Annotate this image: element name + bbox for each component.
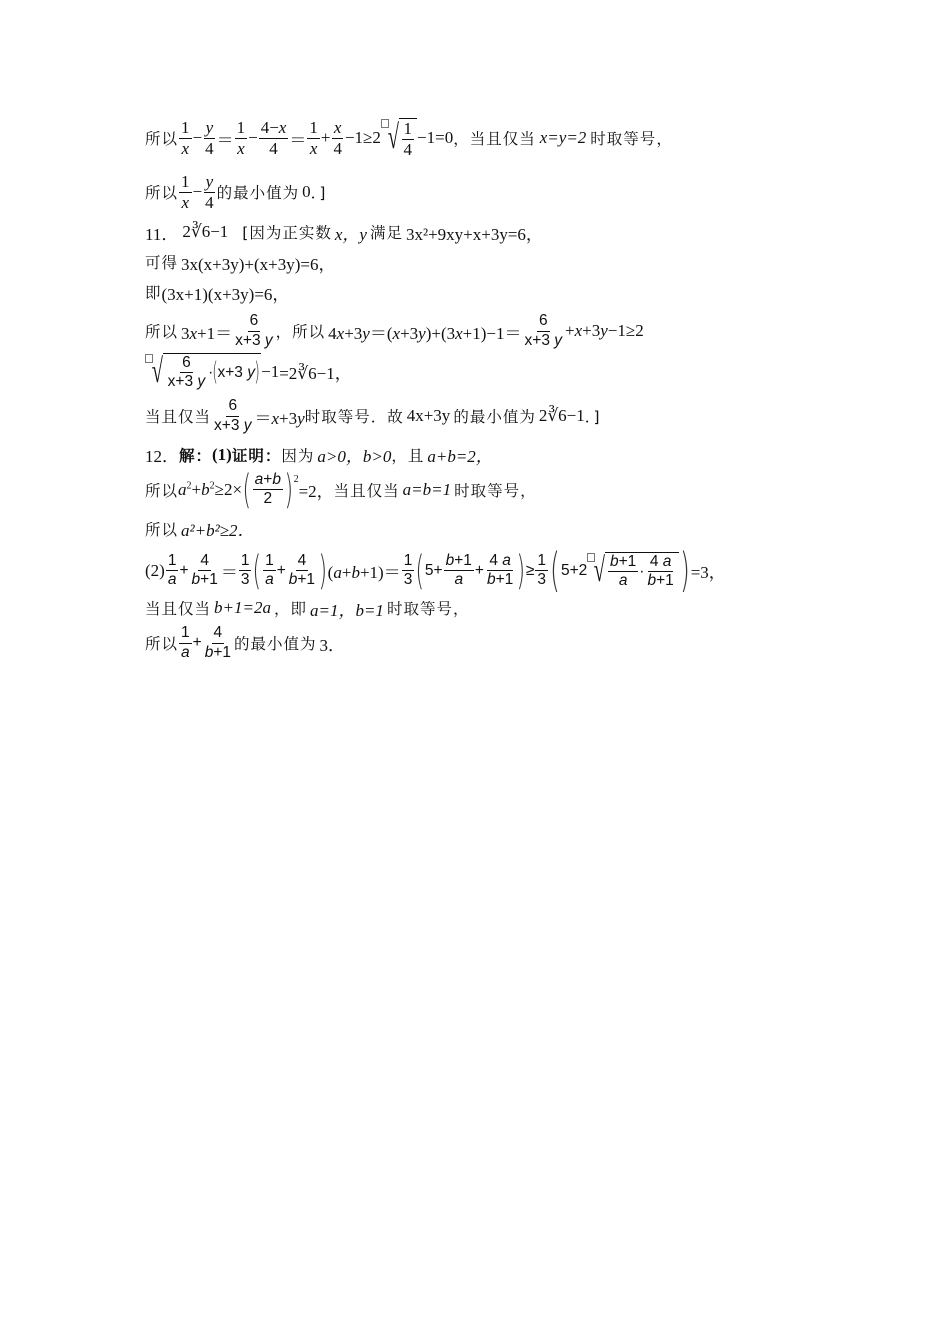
fraction: $\frac{a+b}{2}$ [254,471,281,508]
p12-eq2b: a=1，b=1 [309,600,384,620]
p12-line-3 [145,516,835,542]
p12-line-5 [145,595,835,621]
text-suoyi-comma: ，所以 [275,323,326,342]
fraction: $\frac{4-x}{4}$ [260,118,287,158]
p12-line-4: (2) $\frac{1}{a}$ + $\frac{4}{b+1}$ ＝ $\frac{1}{3}$ ( $\frac{1}{a}$ + $\frac{4}{b+1}$ ) (a+b+1)＝ $\frac{1}{3}$ ( 5+ $\frac{b+1}{a}$ + $\frac{4 a}{b+1}$ ) ≥ $\frac{1}{3}$ ( 5+2 √ $\frac{b+1}{a}$ · $\frac{4 a}{b+1}$ ) =3， [145,542,726,597]
p12-result: =3， [690,563,726,583]
fraction: $\frac{y}{4}$ [205,171,214,212]
text-suoyi: 所以 [145,323,179,342]
p12-line-6: 所以 $\frac{1}{a}$ + $\frac{4}{b+1}$ 的最小值为 3． [145,624,346,661]
fraction: $\frac{b+1}{a}$ [445,551,472,589]
text-shi-qu-deng-hao: 时取等号 [590,130,657,149]
text-bracket-close: ．] [584,408,601,427]
p11-line-1 [145,219,835,245]
text-min-value-label: 的最小值为 [234,635,317,654]
text-shi-qu-deng-hao: 时取等号． [304,408,388,427]
fraction: $\frac{1}{x}$ [236,118,246,158]
p11-vars: x，y [334,224,367,244]
p12-eq2a: b+1=2a [214,598,271,618]
text-gu: 故 [387,408,404,427]
text-min-value-label: 的最小值为 [453,408,536,427]
radical: √ $\frac{1}{4}$ [381,118,417,159]
p10-eq-condition: x=y=2 [539,128,587,148]
fraction: $\frac{1}{a}$ [265,551,274,589]
text-shi-qu-deng-hao: 时取等号 [454,481,521,500]
p12-conclusion1: a²+b²≥2． [181,521,255,541]
fraction: $\frac{1}{x}$ [309,118,318,158]
text-suoyi: 所以 [145,184,179,203]
fraction: $\frac{4 a}{b+1}$ [486,551,514,589]
p11-intro: [因为正实数 [242,224,332,243]
p11-given: 3x²+9xy+x+3y=6， [405,224,543,244]
fraction: $\frac{4}{b+1}$ [204,624,232,661]
text-ji: 即 [145,284,162,303]
p11-line-3 [145,279,835,305]
text-ke-de: 可得 [145,254,179,273]
p12-part1-label: (1) [212,444,232,464]
p11-line-6: 当且仅当 $\frac{6}{x+3 y}$ ＝x+3y 时取等号． 故 4x+3y 的最小值为 2∛6−1 ．] [145,397,601,434]
fraction: $\frac{x}{4}$ [333,118,342,158]
fraction: $\frac{1}{3}$ [537,551,547,589]
text-suoyi: 所以 [145,520,179,539]
text-yin-wei: 因为 [281,446,315,465]
text-shi-qu-deng-hao: 时取等号 [386,600,453,619]
p11-min-value: 2∛6−1 [538,406,585,426]
text-min-value-label: 的最小值为 [216,184,300,203]
fraction: $\frac{4}{b+1}$ [288,551,316,589]
fraction: $\frac{1}{a}$ [167,551,177,589]
p12-min-value: 3． [319,635,346,655]
p11-line-4: 所以 3x+1＝ $\frac{6}{x+3 y}$ ，所以 4x+3y＝(x+3y)+(3x+1)−1＝ $\frac{6}{x+3 y}$ +x+3y−1≥2 [145,312,644,349]
p11-answer: 2∛6−1 [182,222,229,242]
p10-line-2: 所以 $\frac{1}{x}$ − $\frac{y}{4}$ 的最小值为 0 ．] [145,171,327,212]
solution-page [145,118,835,661]
text-dang-qie-jin-dang: 当且仅当 [145,600,212,619]
p12-part2-label: (2) [145,560,165,580]
p11-line-5: √ $\frac{6}{x+3 y}$ · ( x+3 y ) −1 =2∛6−1， [145,353,835,391]
radical: √ $\frac{6}{x+3 y}$ · ( x+3 y ) [145,353,261,391]
p11-satisfy: 满足 [369,224,403,243]
text-comma: ， [656,130,673,149]
text-dang-qie-jin-dang: 当且仅当 [333,481,400,500]
p11-step2: (3x+1)(x+3y)=6， [161,284,290,304]
fraction: $\frac{6}{x+3 y}$ [524,312,562,349]
p12-number: 12． [145,447,179,467]
text-bracket-close: ．] [310,184,327,203]
text-suoyi: 所以 [145,481,179,500]
p10-min-value: 0 [302,182,311,202]
fraction: $\frac{y}{4}$ [205,118,214,158]
fraction: $\frac{4}{b+1}$ [191,551,218,589]
text-dang-qie-jin-dang: 当且仅当 [145,408,212,427]
fraction: $\frac{1}{3}$ [240,551,250,589]
text-comma: ， [520,481,537,500]
p12-a-cond: a>0，b>0 [317,447,392,467]
fraction: $\frac{1}{x}$ [181,118,190,158]
p12-line2-end: =2， [298,482,334,502]
p12-sum-cond: a+b=2， [427,447,493,467]
p12-line-2: 所以 $a^2+b^2\ge 2\times$ ( $\frac{a+b}{2}$ ) $^2$ =2， 当且仅当 a=b=1 时取等号 ， [145,466,537,513]
text-suoyi: 所以 [145,635,179,654]
p10-line-1: 所以 $\frac{1}{x}$ − $\frac{y}{4}$ ＝ $\frac{1}{x}$ − $\frac{4-x}{4}$ ＝ $\frac{1}{x}$ + $\frac{x}{4}$ −1≥2 √ $\frac{1}{4}$ −1 =0 ， 当且仅当 x=y=2 时取等号 ， [145,118,673,159]
p12-eq1: a=b=1 [402,479,452,499]
fraction: $\frac{1}{3}$ [403,551,413,589]
radical: √ $\frac{b+1}{a}$ · $\frac{4 a}{b+1}$ [587,552,678,590]
fraction: $\frac{1}{a}$ [181,624,190,661]
fraction: $\frac{1}{x}$ [181,171,190,212]
text-jie-label: 解： [179,446,213,465]
p11-target: 4x+3y [406,406,451,426]
p12-line-1 [145,442,835,468]
p11-step1: 3x(x+3y)+(x+3y)=6， [181,254,336,274]
text-comma: ， [453,130,470,149]
p11-result: =2∛6−1， [279,364,352,384]
text-qie: ，且 [391,446,425,465]
fraction: $\frac{6}{x+3 y}$ [214,397,252,434]
fraction: $\frac{6}{x+3 y}$ [235,312,273,349]
p11-number: 11． [145,224,179,244]
text-suoyi: 所以 [145,130,179,149]
text-dang-qie-jin-dang: 当且仅当 [469,130,536,149]
text-ji-comma: ，即 [273,600,307,619]
text-zheng-ming: 证明： [231,446,282,465]
p11-line-2 [145,249,835,275]
p10-result: =0 [435,128,454,148]
text-comma: ， [452,600,470,619]
